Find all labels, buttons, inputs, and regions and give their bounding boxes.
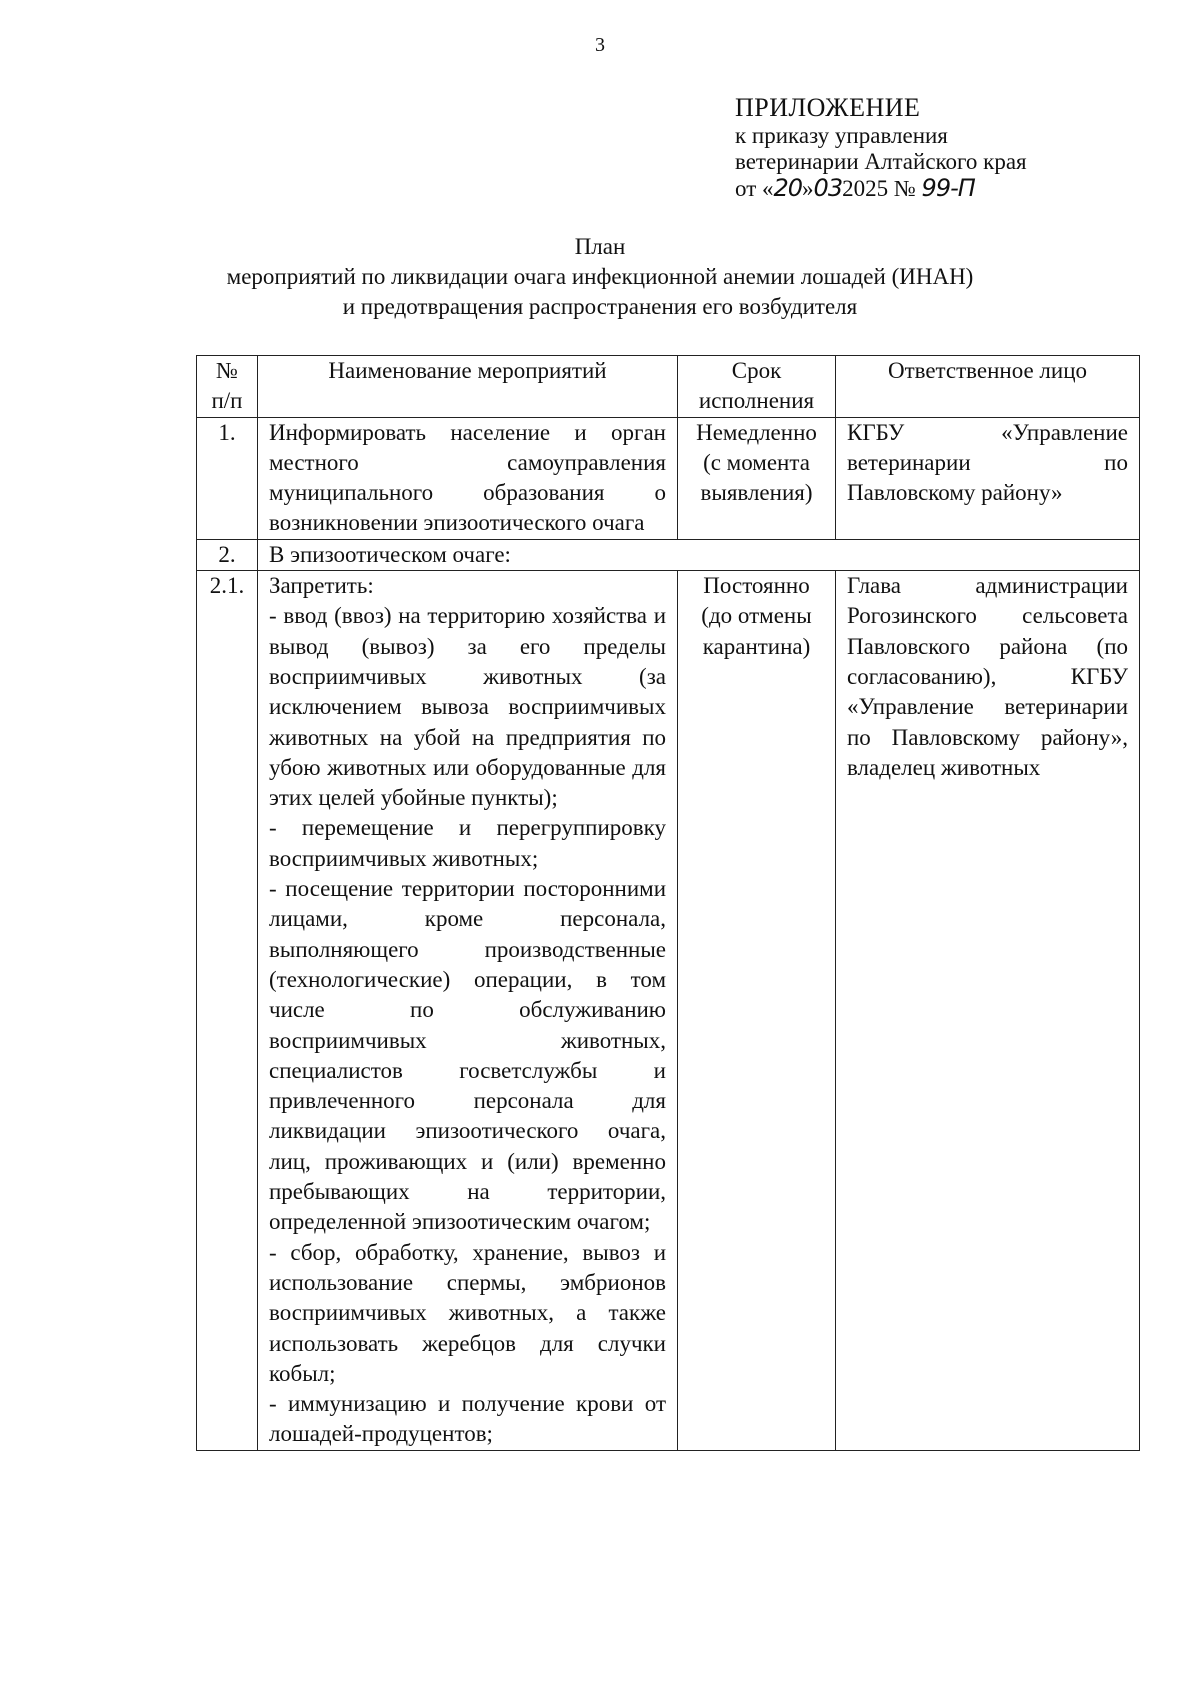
appendix-title: ПРИЛОЖЕНИЕ (735, 93, 921, 122)
date-prefix: от « (735, 176, 774, 201)
table-row (197, 417, 1140, 539)
row-number: 2. (197, 539, 258, 570)
measures-table (196, 355, 1140, 1451)
header-measure-name: Наименование мероприятий (258, 356, 678, 418)
row-term: Немедленно (с момента выявления) (678, 417, 836, 539)
date-month: 03 (813, 174, 843, 202)
order-number: 99-П (921, 174, 975, 202)
measure-item: - иммунизацию и получение крови от лошадей-продуцентов; (269, 1391, 666, 1447)
row-measure: Информировать население и орган местного самоуправления муниципального образования о возникновении эпизоотического очага (258, 417, 678, 539)
measure-item: - перемещение и перегруппировку восприимчивых животных; (269, 815, 666, 871)
row-term: Постоянно (до отмены карантина) (678, 571, 836, 1451)
appendix-date-line (735, 175, 1027, 202)
title-subject-continued: и предотвращения распространения его возбудителя (342, 294, 858, 319)
document-title (0, 232, 1200, 322)
appendix-order-line: к приказу управления (735, 123, 948, 148)
date-day: 20 (773, 174, 803, 202)
table-row (197, 571, 1140, 1451)
table-header-row (197, 356, 1140, 418)
title-subject: мероприятий по ликвидации очага инфекционной анемии лошадей (ИНАН) (226, 264, 974, 289)
table-row (197, 539, 1140, 570)
row-section-heading: В эпизоотическом очаге: (258, 539, 1140, 570)
row-responsible: Глава администрации Рогозинского сельсовета Павловского района (по согласованию), КГБУ «Управление ветеринарии по Павловскому району», владелец животных (836, 571, 1140, 1451)
header-responsible: Ответственное лицо (836, 356, 1140, 418)
header-term: Срок исполнения (678, 356, 836, 418)
date-year: 2025 № (842, 176, 916, 201)
row-number: 2.1. (197, 571, 258, 1451)
date-separator: » (802, 176, 814, 201)
appendix-block (735, 93, 1027, 202)
measure-item: Запретить: (269, 573, 374, 599)
page-number: 3 (595, 34, 605, 56)
header-number: № п/п (197, 356, 258, 418)
row-measure (258, 571, 678, 1451)
measure-item: - ввод (ввоз) на территорию хозяйства и вывод (вывоз) за его пределы восприимчивых животных (за исключением вывоза восприимчивых животных на убой на предприятия по убою животных или оборудованные для этих целей убойные пункты); (269, 603, 666, 811)
appendix-authority-line: ветеринарии Алтайского края (735, 149, 1027, 174)
measure-item: - посещение территории посторонними лицами, кроме персонала, выполняющего производственные (технологические) операции, в том числе по обслуживанию восприимчивых животных, специалистов госветслужбы и привлеченного персонала для ликвидации эпизоотического очага, лиц, проживающих и (или) временно пребывающих на территории, определенной эпизоотическим очагом; (269, 876, 666, 1235)
measure-item: - сбор, обработку, хранение, вывоз и использование спермы, эмбрионов восприимчивых животных, а также использовать жеребцов для случки кобыл; (269, 1239, 666, 1386)
row-responsible: КГБУ «Управление ветеринарии по Павловскому району» (836, 417, 1140, 539)
title-plan: План (574, 234, 626, 259)
row-number: 1. (197, 417, 258, 539)
